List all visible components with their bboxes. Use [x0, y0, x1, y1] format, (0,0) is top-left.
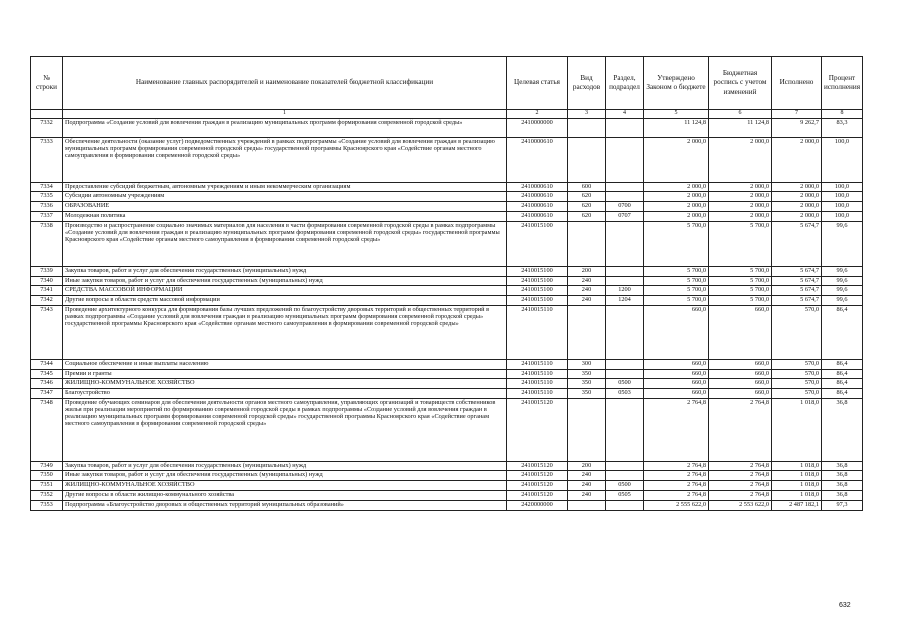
row-number: 7339: [31, 266, 63, 276]
section-code: [606, 471, 644, 481]
row-number: 7340: [31, 276, 63, 286]
expense-kind: 240: [568, 471, 606, 481]
executed-amount: 1 018,0: [772, 490, 822, 500]
expense-kind: 620: [568, 202, 606, 212]
executed-amount: 1 018,0: [772, 398, 822, 461]
execution-percent: 36,8: [822, 481, 863, 491]
target-article: 2410000610: [507, 211, 568, 221]
row-name: ЖИЛИЩНО-КОММУНАЛЬНОЕ ХОЗЯЙСТВО: [63, 379, 507, 389]
table-row: [31, 481, 863, 491]
budget-list-amount: 11 124,8: [709, 119, 772, 138]
approved-amount: 2 000,0: [644, 137, 709, 182]
row-name: Другие вопросы в области средств массовой информации: [63, 296, 507, 306]
budget-list-amount: 5 700,0: [709, 296, 772, 306]
row-name: Предоставление субсидий бюджетным, автономным учреждениям и иным некоммерческим организациям: [63, 182, 507, 192]
header-section: Раздел, подраздел: [606, 57, 644, 110]
approved-amount: 2 000,0: [644, 192, 709, 202]
budget-list-amount: 660,0: [709, 389, 772, 399]
approved-amount: 5 700,0: [644, 286, 709, 296]
budget-list-amount: 2 764,8: [709, 481, 772, 491]
header-name: Наименование главных распорядителей и наименование показателей бюджетной классификации: [63, 57, 507, 110]
header-percent: Процент исполнения: [822, 57, 863, 110]
section-code: [606, 192, 644, 202]
col-num-4: 4: [606, 110, 644, 119]
header-approved: Утверждено Законом о бюджете: [644, 57, 709, 110]
execution-percent: 86,4: [822, 379, 863, 389]
budget-list-amount: 660,0: [709, 379, 772, 389]
target-article: 2410015100: [507, 286, 568, 296]
target-article: 2410000000: [507, 119, 568, 138]
approved-amount: 5 700,0: [644, 266, 709, 276]
execution-percent: 100,0: [822, 137, 863, 182]
budget-list-amount: 5 700,0: [709, 221, 772, 266]
budget-list-amount: 2 000,0: [709, 202, 772, 212]
row-number: 7343: [31, 305, 63, 359]
expense-kind: 240: [568, 490, 606, 500]
execution-percent: 99,6: [822, 286, 863, 296]
budget-list-amount: 2 000,0: [709, 211, 772, 221]
approved-amount: 660,0: [644, 369, 709, 379]
expense-kind: 350: [568, 369, 606, 379]
section-code: [606, 182, 644, 192]
table-row: [31, 490, 863, 500]
budget-list-amount: 5 700,0: [709, 276, 772, 286]
row-name: Иные закупки товаров, работ и услуг для обеспечения государственных (муниципальных) нужд: [63, 471, 507, 481]
section-code: 0500: [606, 379, 644, 389]
approved-amount: 5 700,0: [644, 276, 709, 286]
execution-percent: 100,0: [822, 182, 863, 192]
row-number: 7349: [31, 461, 63, 471]
approved-amount: 2 764,8: [644, 461, 709, 471]
approved-amount: 2 000,0: [644, 182, 709, 192]
execution-percent: 86,4: [822, 369, 863, 379]
table-row: [31, 221, 863, 266]
budget-table: [30, 56, 863, 511]
target-article: 2410000610: [507, 182, 568, 192]
execution-percent: 99,6: [822, 276, 863, 286]
target-article: 2420000000: [507, 500, 568, 510]
executed-amount: 5 674,7: [772, 296, 822, 306]
row-number: 7345: [31, 369, 63, 379]
row-number: 7341: [31, 286, 63, 296]
executed-amount: 5 674,7: [772, 266, 822, 276]
target-article: 2410015110: [507, 389, 568, 399]
executed-amount: 5 674,7: [772, 276, 822, 286]
section-code: [606, 461, 644, 471]
approved-amount: 5 700,0: [644, 296, 709, 306]
table-row: [31, 296, 863, 306]
header-done: Исполнено: [772, 57, 822, 110]
approved-amount: 5 700,0: [644, 221, 709, 266]
target-article: 2410015110: [507, 379, 568, 389]
col-num-6: 6: [709, 110, 772, 119]
header-kind: Вид расходов: [568, 57, 606, 110]
execution-percent: 100,0: [822, 202, 863, 212]
table-row: [31, 305, 863, 359]
target-article: 2410015110: [507, 359, 568, 369]
row-name: Благоустройство: [63, 389, 507, 399]
budget-list-amount: 5 700,0: [709, 286, 772, 296]
approved-amount: 660,0: [644, 379, 709, 389]
execution-percent: 86,4: [822, 359, 863, 369]
budget-list-amount: 2 764,8: [709, 398, 772, 461]
section-code: [606, 398, 644, 461]
expense-kind: 240: [568, 286, 606, 296]
col-num-7: 7: [772, 110, 822, 119]
target-article: 2410015120: [507, 481, 568, 491]
target-article: 2410015120: [507, 461, 568, 471]
header-list: Бюджетная роспись с учетом изменений: [709, 57, 772, 110]
expense-kind: 620: [568, 211, 606, 221]
header-target: Целевая статья: [507, 57, 568, 110]
row-name: СРЕДСТВА МАССОВОЙ ИНФОРМАЦИИ: [63, 286, 507, 296]
approved-amount: 2 000,0: [644, 202, 709, 212]
row-number: 7333: [31, 137, 63, 182]
row-name: Другие вопросы в области жилищно-коммунального хозяйства: [63, 490, 507, 500]
row-name: Проведение архитектурного конкурса для формирования базы лучших предложений по благоустройству дворовых территорий и общественных территорий в рамках подпрограммы «Создание условий для вовлечения граждан в реализацию муниципальных программ формирования современной городской среды» государственной программы Красноярского края «Содействие органам местного самоуправления в формировании современной городской среды»: [63, 305, 507, 359]
table-row: [31, 182, 863, 192]
section-code: [606, 137, 644, 182]
approved-amount: 2 000,0: [644, 211, 709, 221]
table-row: [31, 276, 863, 286]
target-article: 2410015120: [507, 398, 568, 461]
row-number: 7348: [31, 398, 63, 461]
expense-kind: 350: [568, 379, 606, 389]
row-name: Субсидии автономным учреждениям: [63, 192, 507, 202]
table-row: [31, 286, 863, 296]
execution-percent: 36,8: [822, 398, 863, 461]
executed-amount: 2 000,0: [772, 182, 822, 192]
row-name: Подпрограмма «Создание условий для вовлечения граждан в реализацию муниципальных программ формирования современной городской среды»: [63, 119, 507, 138]
approved-amount: 2 555 622,0: [644, 500, 709, 510]
target-article: 2410015110: [507, 369, 568, 379]
row-number: 7351: [31, 481, 63, 491]
executed-amount: 2 487 182,1: [772, 500, 822, 510]
budget-list-amount: 2 000,0: [709, 182, 772, 192]
table-row: [31, 471, 863, 481]
section-code: 0503: [606, 389, 644, 399]
col-num-5: 5: [644, 110, 709, 119]
execution-percent: 36,8: [822, 490, 863, 500]
executed-amount: 2 000,0: [772, 192, 822, 202]
executed-amount: 570,0: [772, 389, 822, 399]
executed-amount: 1 018,0: [772, 471, 822, 481]
expense-kind: 200: [568, 266, 606, 276]
target-article: 2410000610: [507, 192, 568, 202]
expense-kind: 240: [568, 296, 606, 306]
row-number: 7336: [31, 202, 63, 212]
target-article: 2410015100: [507, 221, 568, 266]
section-code: [606, 500, 644, 510]
row-number: 7342: [31, 296, 63, 306]
budget-list-amount: 2 553 622,0: [709, 500, 772, 510]
header-row: [31, 57, 863, 110]
section-code: [606, 276, 644, 286]
section-code: 0505: [606, 490, 644, 500]
approved-amount: 660,0: [644, 389, 709, 399]
table-row: [31, 137, 863, 182]
col-num-0: [31, 110, 63, 119]
approved-amount: 11 124,8: [644, 119, 709, 138]
target-article: 2410015110: [507, 305, 568, 359]
section-code: [606, 359, 644, 369]
execution-percent: 100,0: [822, 192, 863, 202]
col-num-2: 2: [507, 110, 568, 119]
target-article: 2410015100: [507, 296, 568, 306]
row-number: 7335: [31, 192, 63, 202]
col-num-3: 3: [568, 110, 606, 119]
target-article: 2410000610: [507, 202, 568, 212]
row-name: ЖИЛИЩНО-КОММУНАЛЬНОЕ ХОЗЯЙСТВО: [63, 481, 507, 491]
row-number: 7338: [31, 221, 63, 266]
executed-amount: 5 674,7: [772, 221, 822, 266]
approved-amount: 660,0: [644, 305, 709, 359]
budget-list-amount: 2 764,8: [709, 461, 772, 471]
expense-kind: 240: [568, 276, 606, 286]
target-article: 2410015120: [507, 471, 568, 481]
expense-kind: [568, 119, 606, 138]
budget-list-amount: 2 000,0: [709, 192, 772, 202]
approved-amount: 2 764,8: [644, 471, 709, 481]
execution-percent: 99,6: [822, 266, 863, 276]
row-name: Иные закупки товаров, работ и услуг для обеспечения государственных (муниципальных) нужд: [63, 276, 507, 286]
table-row: [31, 389, 863, 399]
executed-amount: 2 000,0: [772, 202, 822, 212]
table-row: [31, 266, 863, 276]
budget-list-amount: 2 000,0: [709, 137, 772, 182]
approved-amount: 2 764,8: [644, 490, 709, 500]
section-code: 0500: [606, 481, 644, 491]
table-body: [31, 119, 863, 511]
table-row: [31, 379, 863, 389]
execution-percent: 86,4: [822, 305, 863, 359]
row-name: Социальное обеспечение и иные выплаты населению: [63, 359, 507, 369]
budget-list-amount: 660,0: [709, 359, 772, 369]
execution-percent: 36,8: [822, 471, 863, 481]
table-row: [31, 119, 863, 138]
approved-amount: 660,0: [644, 359, 709, 369]
row-number: 7352: [31, 490, 63, 500]
expense-kind: [568, 305, 606, 359]
section-code: [606, 266, 644, 276]
expense-kind: 620: [568, 192, 606, 202]
execution-percent: 86,4: [822, 389, 863, 399]
expense-kind: 300: [568, 359, 606, 369]
expense-kind: 240: [568, 481, 606, 491]
row-name: Закупка товаров, работ и услуг для обеспечения государственных (муниципальных) нужд: [63, 266, 507, 276]
section-code: [606, 305, 644, 359]
executed-amount: 2 000,0: [772, 137, 822, 182]
row-number: 7337: [31, 211, 63, 221]
execution-percent: 97,3: [822, 500, 863, 510]
executed-amount: 1 018,0: [772, 461, 822, 471]
executed-amount: 1 018,0: [772, 481, 822, 491]
col-num-8: 8: [822, 110, 863, 119]
execution-percent: 83,3: [822, 119, 863, 138]
row-name: Производство и распространение социально значимых материалов для населения в части формирования современной городской среды в рамках подпрограммы «Создание условий для вовлечения граждан в реализацию муниципальных программ формирования современной городской среды» государственной программы Красноярского края «Содействие органам местного самоуправления в формировании современной городской среды»: [63, 221, 507, 266]
executed-amount: 570,0: [772, 305, 822, 359]
execution-percent: 99,6: [822, 296, 863, 306]
row-name: Закупка товаров, работ и услуг для обеспечения государственных (муниципальных) нужд: [63, 461, 507, 471]
row-name: Молодежная политика: [63, 211, 507, 221]
row-name: ОБРАЗОВАНИЕ: [63, 202, 507, 212]
executed-amount: 5 674,7: [772, 286, 822, 296]
expense-kind: 600: [568, 182, 606, 192]
row-number: 7350: [31, 471, 63, 481]
table-row: [31, 211, 863, 221]
table-row: [31, 202, 863, 212]
approved-amount: 2 764,8: [644, 398, 709, 461]
expense-kind: [568, 221, 606, 266]
execution-percent: 99,6: [822, 221, 863, 266]
section-code: [606, 369, 644, 379]
table-row: [31, 500, 863, 510]
expense-kind: [568, 137, 606, 182]
table-row: [31, 461, 863, 471]
target-article: 2410000610: [507, 137, 568, 182]
executed-amount: 2 000,0: [772, 211, 822, 221]
executed-amount: 570,0: [772, 379, 822, 389]
budget-list-amount: 660,0: [709, 369, 772, 379]
target-article: 2410015100: [507, 266, 568, 276]
expense-kind: 200: [568, 461, 606, 471]
section-code: 0707: [606, 211, 644, 221]
section-code: 1200: [606, 286, 644, 296]
row-number: 7334: [31, 182, 63, 192]
table-row: [31, 369, 863, 379]
executed-amount: 570,0: [772, 359, 822, 369]
budget-list-amount: 2 764,8: [709, 471, 772, 481]
section-code: 1204: [606, 296, 644, 306]
header-row-no: № строки: [31, 57, 63, 110]
expense-kind: 350: [568, 389, 606, 399]
executed-amount: 570,0: [772, 369, 822, 379]
target-article: 2410015100: [507, 276, 568, 286]
table-row: [31, 398, 863, 461]
budget-list-amount: 660,0: [709, 305, 772, 359]
budget-list-amount: 5 700,0: [709, 266, 772, 276]
section-code: 0700: [606, 202, 644, 212]
row-number: 7344: [31, 359, 63, 369]
row-number: 7346: [31, 379, 63, 389]
section-code: [606, 119, 644, 138]
table-row: [31, 359, 863, 369]
col-num-1: 1: [63, 110, 507, 119]
row-name: Премии и гранты: [63, 369, 507, 379]
execution-percent: 100,0: [822, 211, 863, 221]
target-article: 2410015120: [507, 490, 568, 500]
expense-kind: [568, 500, 606, 510]
execution-percent: 36,8: [822, 461, 863, 471]
expense-kind: [568, 398, 606, 461]
column-number-row: [31, 110, 863, 119]
budget-list-amount: 2 764,8: [709, 490, 772, 500]
executed-amount: 9 262,7: [772, 119, 822, 138]
approved-amount: 2 764,8: [644, 481, 709, 491]
row-name: Обеспечение деятельности (оказание услуг) подведомственных учреждений в рамках подпрограммы «Создание условий для вовлечения граждан в реализацию муниципальных программ формирования современной городской среды» государственной программы Красноярского края «Содействие органам местного самоуправления в формировании современной городской среды»: [63, 137, 507, 182]
table-row: [31, 192, 863, 202]
row-number: 7353: [31, 500, 63, 510]
row-name: Проведение обучающих семинаров для обеспечения деятельности органов местного самоуправления, управляющих организаций и товариществ собственников жилья при реализации мероприятий по формированию современной городской среды в рамках подпрограммы «Создание условий для вовлечения граждан в реализацию муниципальных программ формирования современной городской среды» государственной программы Красноярского края «Содействие органам местного самоуправления в формировании современной городской среды»: [63, 398, 507, 461]
row-name: Подпрограмма «Благоустройство дворовых и общественных территорий муниципальных образований»: [63, 500, 507, 510]
section-code: [606, 221, 644, 266]
row-number: 7347: [31, 389, 63, 399]
page-number: 632: [839, 602, 851, 609]
row-number: 7332: [31, 119, 63, 138]
